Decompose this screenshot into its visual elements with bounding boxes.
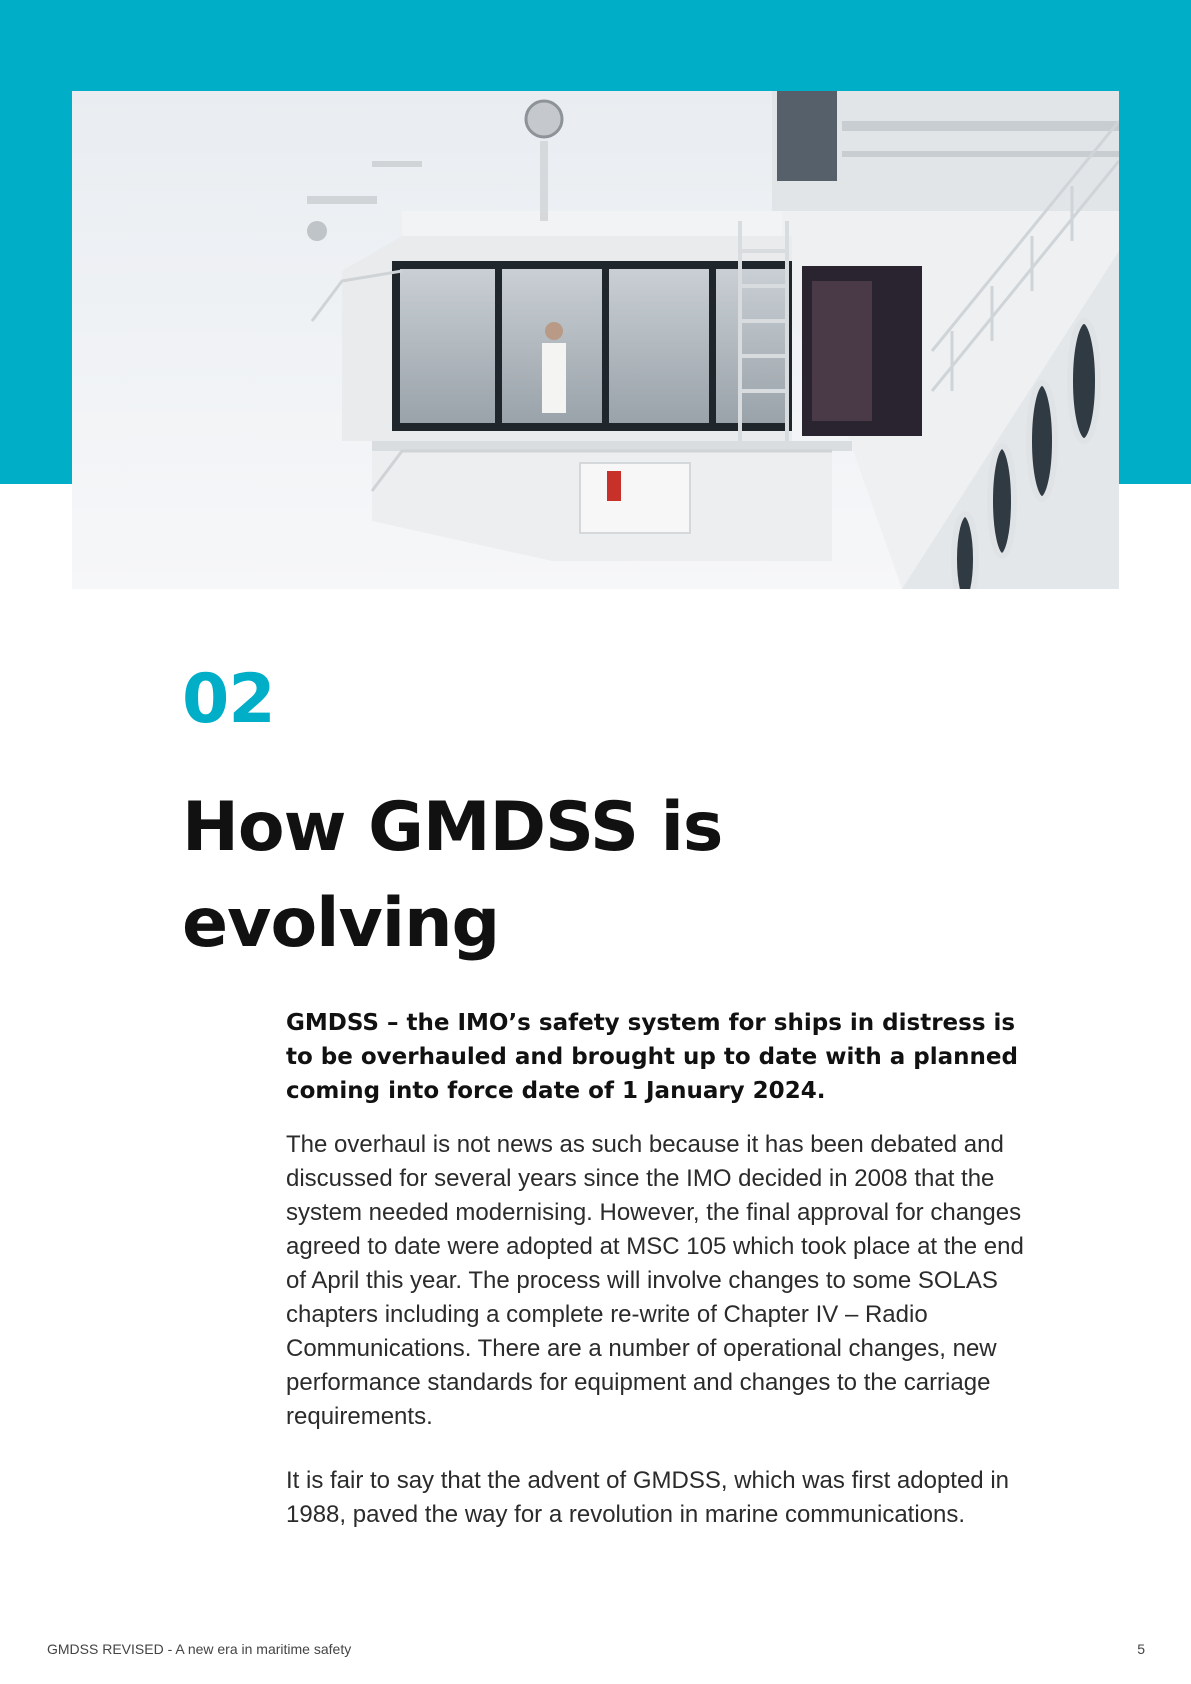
section-number: 02 xyxy=(182,660,275,739)
ship-bridge-photo xyxy=(72,91,1119,589)
page-title: How GMDSS is evolving xyxy=(182,788,723,963)
body-paragraph: The overhaul is not news as such because it has been debated and discussed for several years since the IMO decided in 2008 that the system needed modernising. However, the final approval for changes agreed to date were adopted at MSC 105 which took place at the end of April this year. The process will involve changes to some SOLAS chapters including a complete re-write of Chapter IV – Radio Communications. There are a number of operational changes, new performance standards for equipment and changes to the carriage requirements. xyxy=(286,1131,1024,1430)
body-paragraph: It is fair to say that the advent of GMDSS, which was first adopted in 1988, paved the way for a revolution in marine communications. xyxy=(286,1467,1009,1528)
footer-publication-title: GMDSS REVISED - A new era in maritime safety xyxy=(47,1641,352,1657)
lead-paragraph: GMDSS – the IMO’s safety system for ships in distress is to be overhauled and brought up to date with a planned coming into force date of 1 January 2024. xyxy=(286,1010,1018,1104)
article-body xyxy=(286,1006,1046,1562)
page-number: 5 xyxy=(1137,1641,1145,1657)
